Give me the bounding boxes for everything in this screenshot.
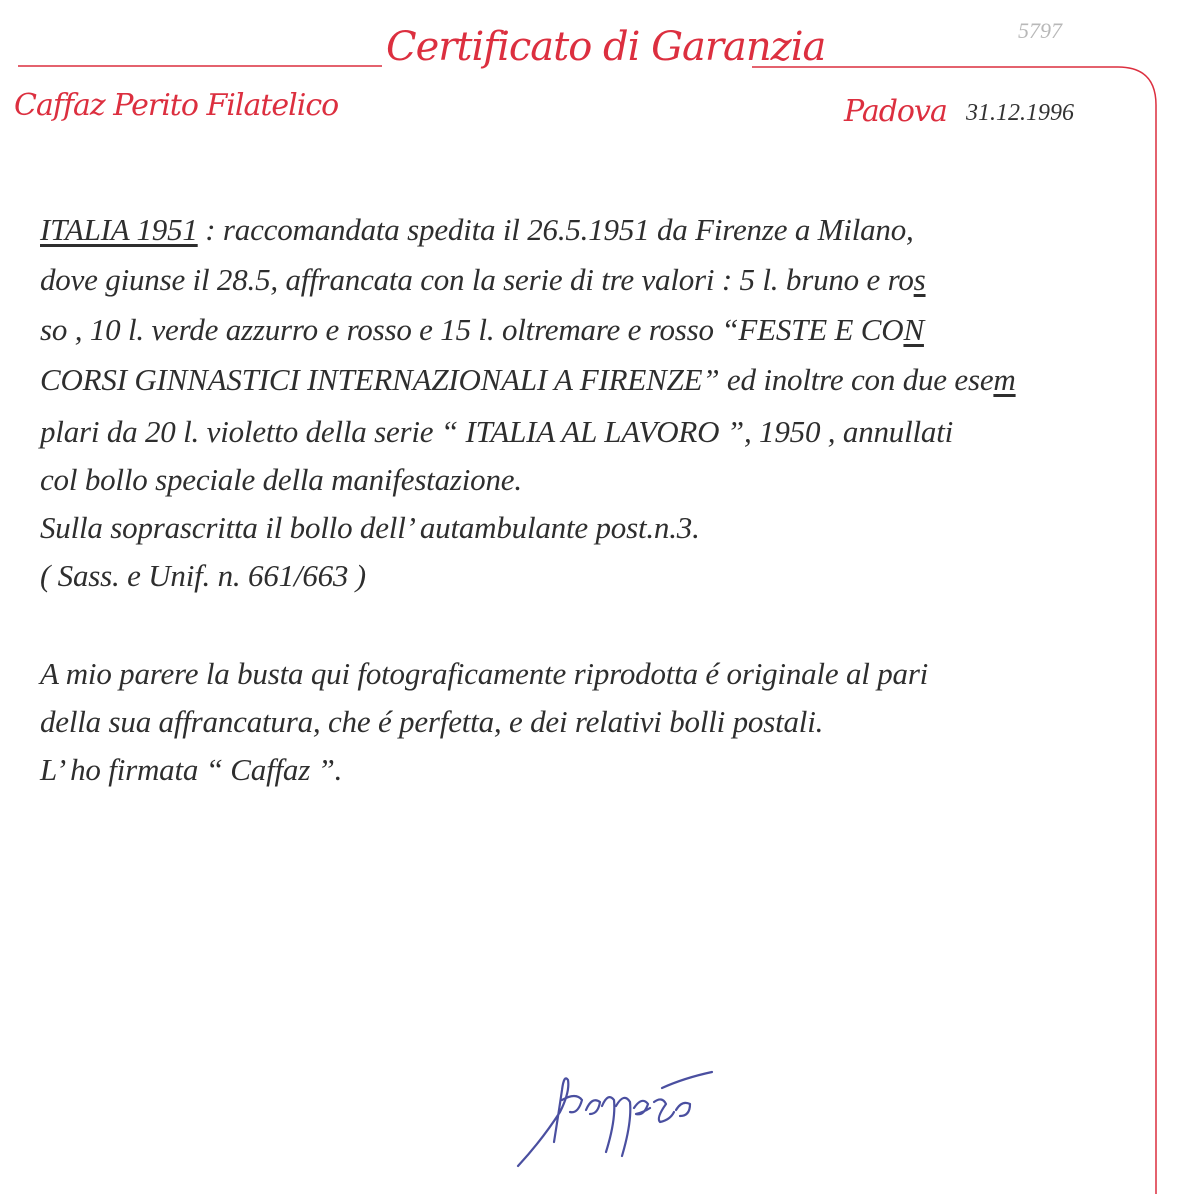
description-line-3-hyphen-mark: N xyxy=(903,312,924,347)
description-line-1 xyxy=(40,212,914,248)
description-line-5: plari da 20 l. violetto della serie “ ITALIA AL LAVORO ”, 1950 , annullati xyxy=(40,414,954,449)
description-line-4-text: CORSI GINNASTICI INTERNAZIONALI A FIRENZE” ed inoltre con due ese xyxy=(40,362,994,397)
opinion-line-2: della sua affrancatura, che é perfetta, e dei relativi bolli postali. xyxy=(40,704,824,739)
description-line-3 xyxy=(40,312,924,348)
certificate-date: 31.12.1996 xyxy=(966,100,1074,126)
description-line-7: Sulla soprascritta il bollo dell’ autambulante post.n.3. xyxy=(40,510,700,545)
description-line-3-text: so , 10 l. verde azzurro e rosso e 15 l. oltremare e rosso “FESTE E CO xyxy=(40,312,904,347)
opinion-line-3: L’ ho firmata “ Caffaz ”. xyxy=(40,752,343,787)
description-line-1-text: : raccomandata spedita il 26.5.1951 da Firenze a Milano, xyxy=(197,212,914,247)
catalogue-reference: ( Sass. e Unif. n. 661/663 ) xyxy=(40,558,366,593)
archive-number: 5797 xyxy=(1018,18,1062,43)
description-line-2-hyphen-mark: s xyxy=(913,262,926,297)
expert-name: Caffaz Perito Filatelico xyxy=(14,88,339,123)
description-line-6: col bollo speciale della manifestazione. xyxy=(40,462,522,497)
opinion-line-1: A mio parere la busta qui fotograficamente riprodotta é originale al pari xyxy=(40,656,929,691)
item-heading: ITALIA 1951 xyxy=(40,212,198,247)
handwritten-signature xyxy=(512,1062,722,1172)
description-line-2-text: dove giunse il 28.5, affrancata con la serie di tre valori : 5 l. bruno e ro xyxy=(40,262,914,297)
description-line-2 xyxy=(40,262,926,298)
description-line-4-hyphen-mark: m xyxy=(993,362,1016,397)
description-line-4 xyxy=(40,362,1016,398)
certificate-title: Certificato di Garanzia xyxy=(386,24,826,70)
place-name: Padova xyxy=(844,94,947,129)
